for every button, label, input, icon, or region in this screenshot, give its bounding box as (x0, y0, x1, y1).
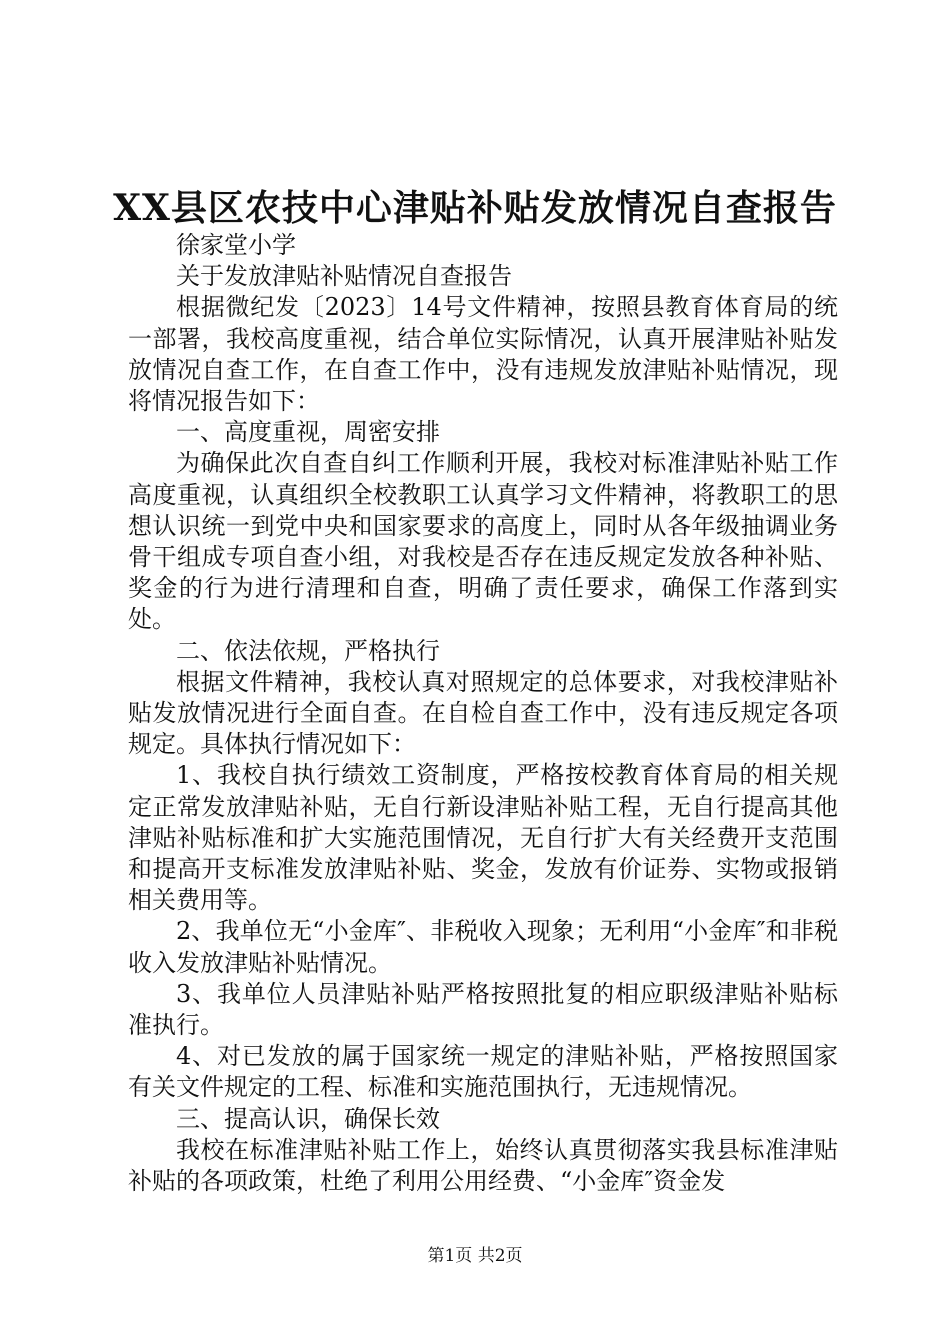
list-item-1: 1、我校自执行绩效工资制度，严格按校教育体育局的相关规定正常发放津贴补贴，无自行新设津贴补贴工程，无自行提高其他津贴补贴标准和扩大实施范围情况，无自行扩大有关经费开支范围和提高开支标准发放津贴补贴、奖金，发放有价证券、实物或报销相关费用等。 (128, 761, 838, 915)
list-item-3: 3、我单位人员津贴补贴严格按照批复的相应职级津贴补贴标准执行。 (128, 979, 838, 1040)
section-heading-3: 三、提高认识，确保长效 (176, 1104, 440, 1133)
document-body (128, 230, 838, 1197)
paragraph-section-1: 为确保此次自查自纠工作顺利开展，我校对标准津贴补贴工作高度重视，认真组织全校教职工认真学习文件精神，将教职工的思想认识统一到党中央和国家要求的高度上，同时从各年级抽调业务骨干组成专项自查小组，对我校是否存在违反规定发放各种补贴、奖金的行为进行清理和自查，明确了责任要求，确保工作落到实处。 (128, 449, 838, 634)
section-heading-2: 二、依法依规，严格执行 (176, 636, 440, 665)
paragraph-section-3: 我校在标准津贴补贴工作上，始终认真贯彻落实我县标准津贴补贴的各项政策，杜绝了利用公用经费、“小金库″资金发 (128, 1135, 838, 1196)
paragraph-intro: 根据微纪发〔2023〕14号文件精神，按照县教育体育局的统一部署，我校高度重视，结合单位实际情况，认真开展津贴补贴发放情况自查工作，在自查工作中，没有违规发放津贴补贴情况，现将情况报告如下： (128, 293, 838, 416)
list-item-4: 4、对已发放的属于国家统一规定的津贴补贴，严格按照国家有关文件规定的工程、标准和实施范围执行，无违规情况。 (128, 1042, 838, 1102)
paragraph-school-name: 徐家堂小学 (176, 231, 296, 259)
list-item-2: 2、我单位无“小金库″、非税收入现象；无利用“小金库″和非税收入发放津贴补贴情况。 (128, 917, 838, 977)
section-heading-1: 一、高度重视，周密安排 (176, 418, 440, 447)
paragraph-subtitle: 关于发放津贴补贴情况自查报告 (176, 262, 512, 291)
document-title: XX县区农技中心津贴补贴发放情况自查报告 (113, 187, 837, 229)
paragraph-section-2: 根据文件精神，我校认真对照规定的总体要求，对我校津贴补贴发放情况进行全面自查。在自检自查工作中，没有违反规定各项规定。具体执行情况如下： (128, 667, 838, 759)
page-footer: 第1页 共2页 (427, 1246, 523, 1266)
